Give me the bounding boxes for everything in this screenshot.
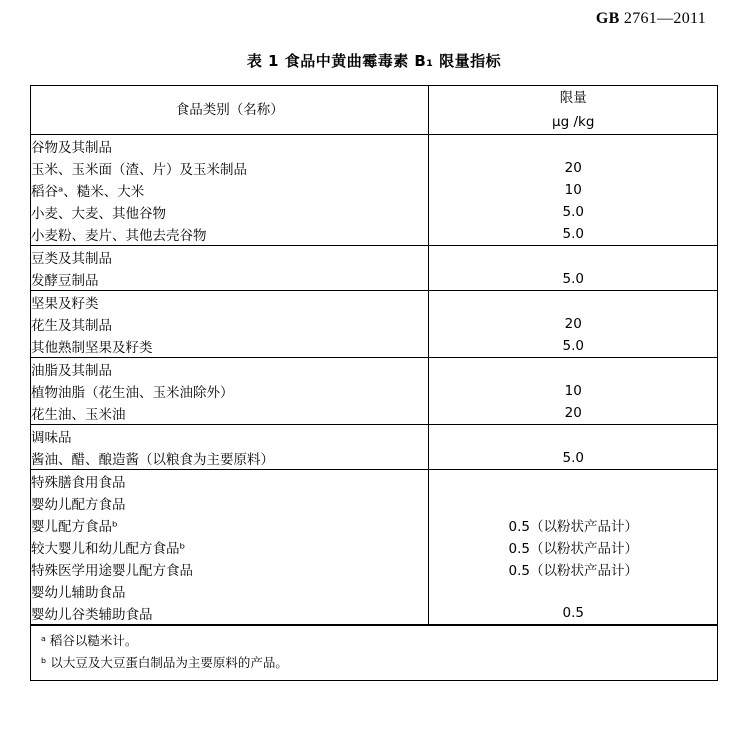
limit-value: 5.0	[429, 447, 718, 470]
limit-value	[429, 135, 718, 158]
table-row	[31, 536, 718, 558]
table-row	[31, 135, 718, 158]
category-group-label: 调味品	[31, 425, 429, 448]
limit-value	[429, 492, 718, 514]
food-item-label: 植物油脂（花生油、玉米油除外）	[31, 380, 429, 402]
table-row	[31, 580, 718, 602]
limit-value: 20	[429, 313, 718, 335]
food-item-label: 稻谷ᵃ、糙米、大米	[31, 179, 429, 201]
category-group-label: 谷物及其制品	[31, 135, 429, 158]
limit-value: 5.0	[429, 335, 718, 358]
food-item-label: 婴幼儿配方食品	[31, 492, 429, 514]
limits-table	[30, 85, 718, 625]
food-item-label: 较大婴儿和幼儿配方食品ᵇ	[31, 536, 429, 558]
limit-value	[429, 425, 718, 448]
food-item-label: 婴儿配方食品ᵇ	[31, 514, 429, 536]
table-row	[31, 179, 718, 201]
table-row	[31, 358, 718, 381]
category-group-label: 豆类及其制品	[31, 246, 429, 269]
limit-value: 0.5（以粉状产品计）	[429, 514, 718, 536]
food-item-label: 小麦粉、麦片、其他去壳谷物	[31, 223, 429, 246]
column-header-category: 食品类别（名称）	[31, 86, 429, 135]
table-row	[31, 201, 718, 223]
limit-value: 10	[429, 179, 718, 201]
table-header-row	[31, 86, 718, 111]
food-item-label: 发酵豆制品	[31, 268, 429, 291]
limit-value: 20	[429, 402, 718, 425]
table-row	[31, 380, 718, 402]
limit-value: 20	[429, 157, 718, 179]
limit-value	[429, 358, 718, 381]
table-row	[31, 470, 718, 493]
limit-value: 5.0	[429, 223, 718, 246]
table-row	[31, 402, 718, 425]
limit-value: 0.5（以粉状产品计）	[429, 536, 718, 558]
table-row	[31, 291, 718, 314]
limit-value	[429, 291, 718, 314]
limit-value	[429, 246, 718, 269]
table-row	[31, 492, 718, 514]
food-item-label: 婴幼儿辅助食品	[31, 580, 429, 602]
table-row	[31, 246, 718, 269]
table-row	[31, 335, 718, 358]
limit-value: 0.5	[429, 602, 718, 625]
food-item-label: 小麦、大麦、其他谷物	[31, 201, 429, 223]
food-item-label: 其他熟制坚果及籽类	[31, 335, 429, 358]
food-item-label: 花生油、玉米油	[31, 402, 429, 425]
category-group-label: 坚果及籽类	[31, 291, 429, 314]
standard-number: 2761—2011	[619, 10, 706, 27]
category-group-label: 特殊膳食用食品	[31, 470, 429, 493]
table-row	[31, 558, 718, 580]
note-b: ᵇ 以大豆及大豆蛋白制品为主要原料的产品。	[41, 655, 288, 671]
table-title: 表 1 食品中黄曲霉毒素 B₁ 限量指标	[246, 52, 502, 70]
column-header-limit: 限量	[429, 86, 718, 111]
table-row	[31, 447, 718, 470]
table-row	[31, 514, 718, 536]
table-row	[31, 268, 718, 291]
table-row	[31, 223, 718, 246]
category-group-label: 油脂及其制品	[31, 358, 429, 381]
food-item-label: 特殊医学用途婴儿配方食品	[31, 558, 429, 580]
food-item-label: 婴幼儿谷类辅助食品	[31, 602, 429, 625]
food-item-label: 玉米、玉米面（渣、片）及玉米制品	[31, 157, 429, 179]
limit-value	[429, 470, 718, 493]
limit-value: 5.0	[429, 268, 718, 291]
table-row	[31, 425, 718, 448]
food-item-label: 花生及其制品	[31, 313, 429, 335]
page-header	[30, 0, 718, 28]
table-row	[31, 313, 718, 335]
table-row	[31, 602, 718, 625]
table-notes	[30, 625, 718, 681]
standard-code: GB	[595, 10, 620, 27]
column-header-unit: μg /kg	[429, 110, 718, 135]
limit-value: 5.0	[429, 201, 718, 223]
limit-value: 10	[429, 380, 718, 402]
limit-value	[429, 580, 718, 602]
food-item-label: 酱油、醋、酿造酱（以粮食为主要原料）	[31, 447, 429, 470]
table-row	[31, 157, 718, 179]
limit-value: 0.5（以粉状产品计）	[429, 558, 718, 580]
note-a: ᵃ 稻谷以糙米计。	[41, 633, 138, 648]
